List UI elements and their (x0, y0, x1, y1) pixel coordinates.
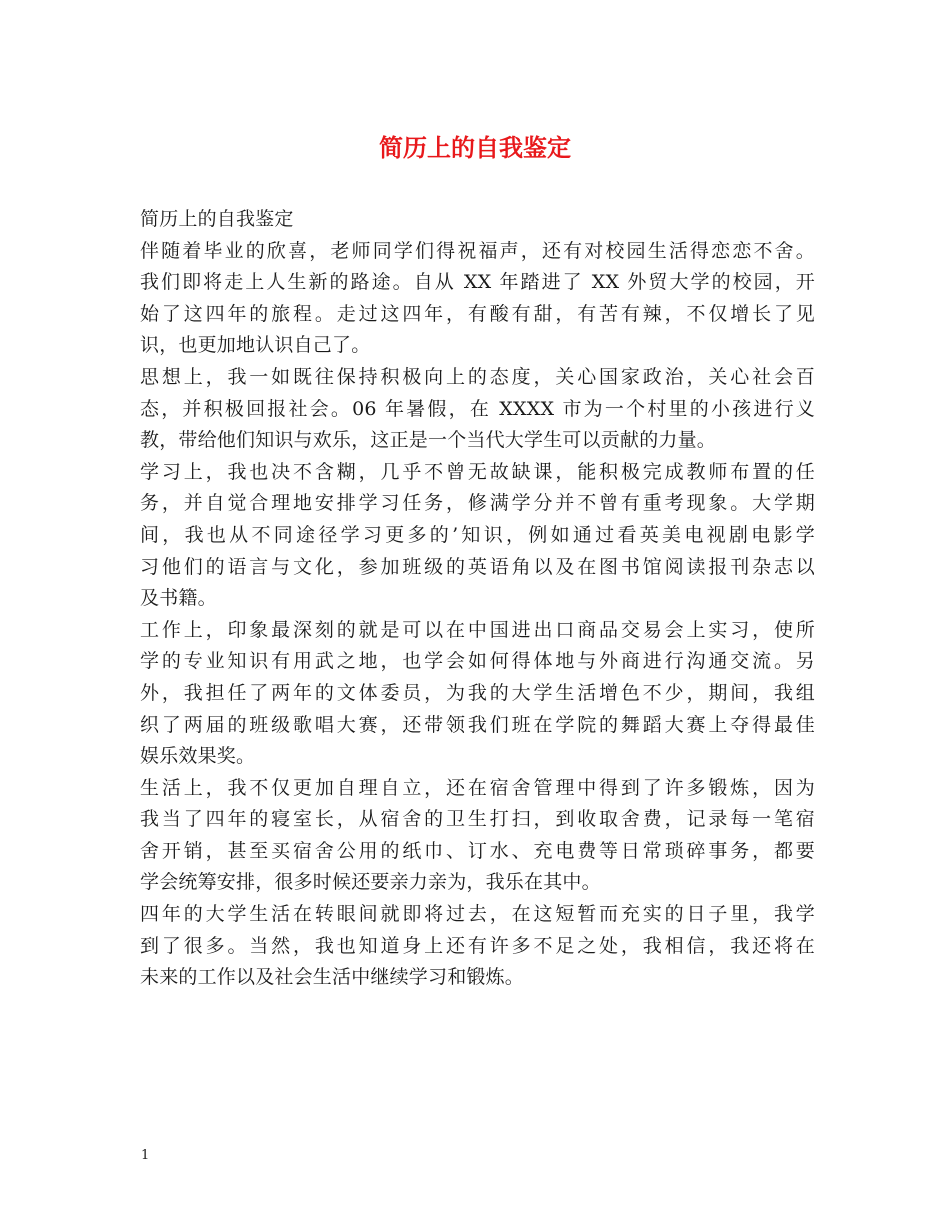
text-line: 及书籍。 (140, 587, 217, 610)
text-line: 外，我担任了两年的文体委员，为我的大学生活增色不少，期间，我组 (140, 681, 815, 704)
text-line: 始了这四年的旅程。走过这四年，有酸有甜，有苦有辣，不仅增长了见 (140, 302, 815, 325)
text-line: 识，也更加地认识自己了。 (140, 334, 371, 357)
text-line: 学习上，我也决不含糊，几乎不曾无故缺课，能积极完成教师布置的任 (140, 460, 815, 483)
text-line: 习他们的语言与文化，参加班级的英语角以及在图书馆阅读报刊杂志以 (140, 555, 815, 578)
text-line: 舍开销，甚至买宿舍公用的纸巾、订水、充电费等日常琐碎事务，都要 (140, 839, 815, 862)
text-line: 态，并积极回报社会。06 年暑假，在 XXXX 市为一个村里的小孩进行义 (140, 397, 815, 420)
text-line: 织了两届的班级歌唱大赛，还带领我们班在学院的舞蹈大赛上夺得最佳 (140, 713, 815, 736)
text-line: 四年的大学生活在转眼间就即将过去，在这短暂而充实的日子里，我学 (140, 903, 815, 926)
text-line: 学会统筹安排，很多时候还要亲力亲为，我乐在其中。 (140, 871, 601, 894)
document-body (140, 204, 815, 994)
text-line: 学的专业知识有用武之地，也学会如何得体地与外商进行沟通交流。另 (140, 650, 815, 673)
text-line: 简历上的自我鉴定 (140, 208, 294, 230)
text-line: 未来的工作以及社会生活中继续学习和锻炼。 (140, 966, 525, 989)
page-number: 1 (141, 1148, 150, 1163)
text-line: 教，带给他们知识与欢乐，这正是一个当代大学生可以贡献的力量。 (140, 429, 717, 452)
document-title: 简历上的自我鉴定 (379, 133, 571, 162)
text-line: 工作上，印象最深刻的就是可以在中国进出口商品交易会上实习，使所 (140, 618, 815, 641)
text-line: 生活上，我不仅更加自理自立，还在宿舍管理中得到了许多锻炼，因为 (140, 776, 815, 799)
text-line: 间，我也从不同途径学习更多的’知识，例如通过看英美电视剧电影学 (140, 523, 815, 546)
text-line: 务，并自觉合理地安排学习任务，修满学分并不曾有重考现象。大学期 (140, 492, 815, 515)
text-line: 我当了四年的寝室长，从宿舍的卫生打扫，到收取舍费，记录每一笔宿 (140, 808, 815, 831)
text-line: 思想上，我一如既往保持积极向上的态度，关心国家政治，关心社会百 (140, 365, 815, 388)
text-line: 到了很多。当然，我也知道身上还有许多不足之处，我相信，我还将在 (140, 934, 815, 957)
text-line: 伴随着毕业的欣喜，老师同学们得祝福声，还有对校园生活得恋恋不舍。 (140, 239, 815, 262)
text-line: 娱乐效果奖。 (140, 745, 256, 768)
text-line: 我们即将走上人生新的路途。自从 XX 年踏进了 XX 外贸大学的校园，开 (140, 271, 815, 294)
